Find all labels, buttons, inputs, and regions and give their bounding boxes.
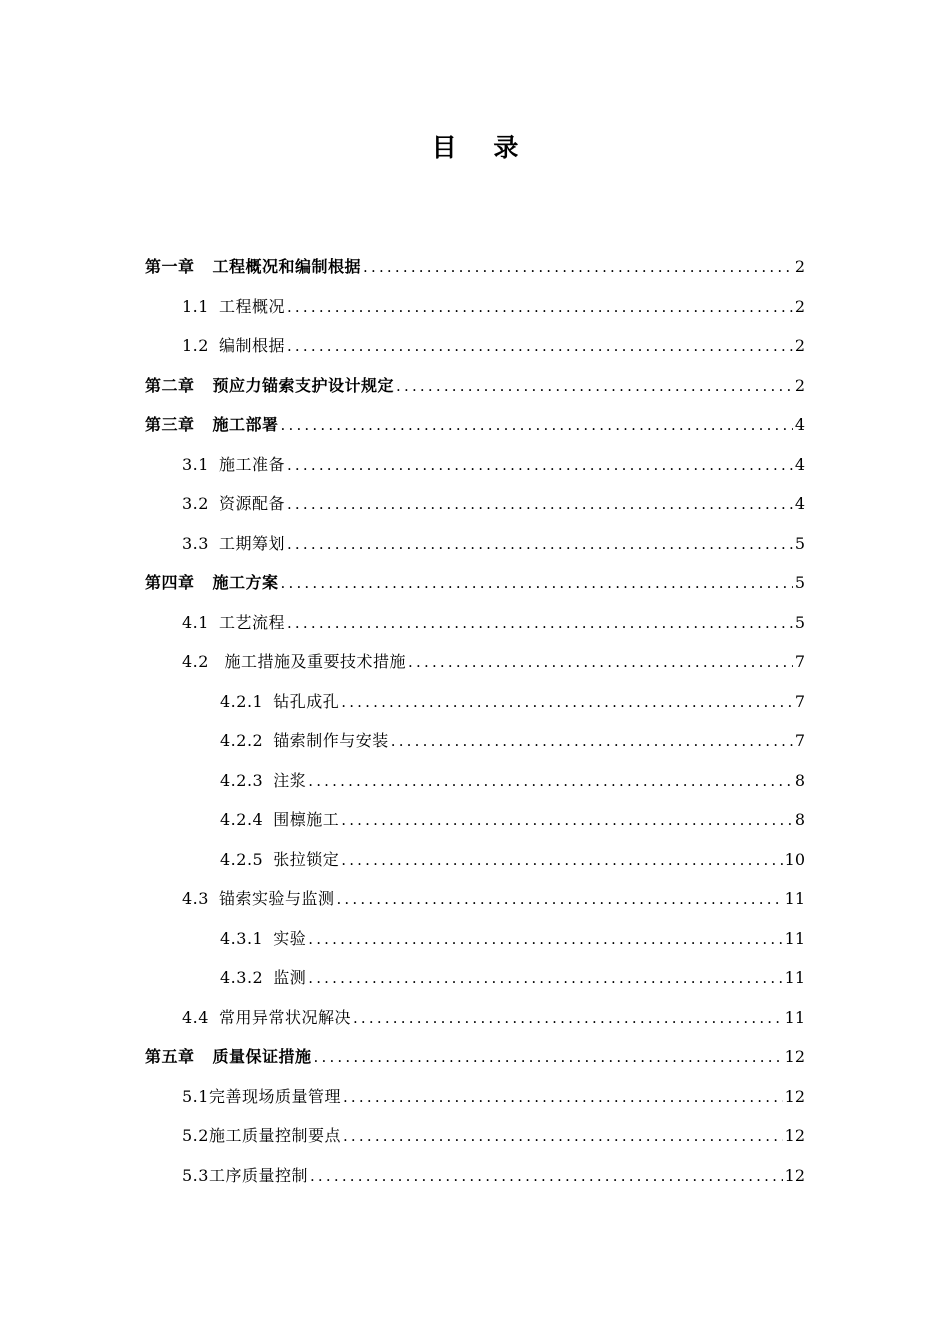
toc-entry-title: 工程概况和编制根据	[212, 257, 362, 276]
toc-entry-title: 施工质量控制要点	[208, 1126, 341, 1145]
toc-entry-number: 第三章	[145, 415, 195, 434]
toc-dot-leader	[341, 843, 782, 877]
toc-entry[interactable]	[182, 882, 805, 916]
toc-entry-number: 第五章	[145, 1047, 195, 1066]
toc-page-number: 12	[784, 1047, 805, 1066]
toc-dot-leader	[363, 250, 793, 284]
toc-entry-title: 钻孔成孔	[273, 691, 340, 711]
toc-entry-label	[145, 250, 361, 284]
page-title: 目 录	[431, 133, 533, 162]
toc-entry-label	[220, 843, 339, 877]
toc-entry-number: 3.1	[182, 454, 209, 474]
toc-entry-label	[182, 527, 285, 561]
toc-entry-title: 围檩施工	[273, 810, 340, 829]
toc-entry-label	[182, 606, 285, 640]
toc-entry-label	[220, 961, 306, 995]
toc-entry-number: 1.2	[182, 336, 209, 355]
toc-page-number: 4	[794, 494, 805, 513]
toc-page-number: 12	[784, 1165, 805, 1185]
toc-dot-leader	[287, 290, 793, 324]
toc-page-number: 8	[794, 770, 805, 790]
toc-entry-number: 5.1	[182, 1086, 209, 1106]
toc-entry[interactable]	[182, 1001, 805, 1035]
toc-entry-label	[182, 290, 285, 324]
toc-entry-number: 1.1	[182, 296, 209, 316]
toc-entry-number: 3.3	[182, 533, 209, 553]
toc-dot-leader	[314, 1040, 783, 1074]
toc-entry[interactable]	[220, 685, 805, 719]
toc-entry-title: 锚索制作与安装	[273, 731, 389, 750]
toc-dot-leader	[336, 882, 782, 916]
toc-page-number: 7	[794, 652, 805, 671]
toc-dot-leader	[287, 606, 793, 640]
toc-entry-number: 5.2	[182, 1126, 209, 1145]
toc-dot-leader	[308, 961, 782, 995]
toc-dot-leader	[281, 408, 793, 442]
toc-page-number: 5	[794, 533, 805, 553]
toc-page-number: 2	[794, 336, 805, 355]
toc-dot-leader	[341, 803, 793, 837]
toc-page-number: 7	[794, 691, 805, 711]
toc-page-number: 11	[784, 928, 805, 948]
toc-entry[interactable]	[182, 448, 805, 482]
toc-entry-label	[220, 724, 389, 758]
toc-entry[interactable]	[182, 645, 805, 679]
toc-entry[interactable]	[145, 408, 805, 442]
toc-entry-number: 4.4	[182, 1007, 209, 1027]
toc-entry[interactable]	[182, 487, 805, 521]
toc-dot-leader	[281, 566, 793, 600]
toc-entry-label	[182, 1001, 351, 1035]
toc-page-number: 4	[794, 415, 805, 434]
toc-entry[interactable]	[145, 566, 805, 600]
toc-entry-label	[145, 369, 394, 403]
toc-entry-title: 工程概况	[218, 296, 285, 316]
toc-entry[interactable]	[182, 527, 805, 561]
toc-entry[interactable]	[220, 922, 805, 956]
toc-entry-title: 施工方案	[212, 573, 279, 592]
toc-entry-label	[145, 566, 279, 600]
toc-entry-label	[182, 1159, 308, 1193]
toc-entry-title: 工艺流程	[218, 612, 285, 632]
toc-entry[interactable]	[182, 1119, 805, 1153]
toc-entry[interactable]	[220, 724, 805, 758]
toc-dot-leader	[391, 724, 793, 758]
toc-entry[interactable]	[182, 329, 805, 363]
toc-entry[interactable]	[220, 843, 805, 877]
toc-entry-number: 第一章	[145, 257, 195, 276]
toc-entry[interactable]	[145, 1040, 805, 1074]
toc-entry-label	[182, 487, 285, 521]
toc-entry-title: 张拉锁定	[273, 849, 340, 869]
toc-page-number: 12	[784, 1086, 805, 1106]
toc-entry-title: 施工措施及重要技术措施	[218, 652, 407, 671]
toc-page-number: 2	[794, 375, 805, 395]
toc-entry-title: 资源配备	[218, 494, 285, 513]
toc-entry-label	[182, 448, 285, 482]
toc-dot-leader	[310, 1159, 783, 1193]
toc-entry[interactable]	[182, 290, 805, 324]
toc-dot-leader	[287, 448, 793, 482]
toc-entry-label	[220, 922, 306, 956]
toc-page-number: 11	[784, 1007, 805, 1027]
toc-entry-label	[182, 329, 285, 363]
toc-entry-title: 完善现场质量管理	[208, 1086, 341, 1106]
toc-page-number: 7	[794, 731, 805, 750]
toc-entry-title: 工序质量控制	[208, 1165, 308, 1185]
toc-dot-leader	[343, 1119, 783, 1153]
toc-entry[interactable]	[182, 1159, 805, 1193]
toc-dot-leader	[396, 369, 793, 403]
toc-entry-title: 施工部署	[212, 415, 279, 434]
toc-page-number: 2	[794, 296, 805, 316]
toc-dot-leader	[353, 1001, 783, 1035]
toc-entry-number: 4.3.1	[220, 928, 264, 948]
toc-entry-label	[182, 1119, 341, 1153]
toc-entry-title: 工期筹划	[218, 533, 285, 553]
toc-entry-number: 4.2.1	[220, 691, 264, 711]
toc-entry-label	[220, 803, 339, 837]
toc-dot-leader	[287, 487, 793, 521]
toc-page-number: 5	[794, 573, 805, 592]
toc-dot-leader	[287, 329, 793, 363]
toc-dot-leader	[343, 1080, 783, 1114]
toc-page-number: 2	[794, 257, 805, 276]
toc-entry-label	[220, 764, 306, 798]
toc-entry-number: 第四章	[145, 573, 195, 592]
toc-entry-number: 4.2.2	[220, 731, 264, 750]
toc-entry-title: 编制根据	[218, 336, 285, 355]
toc-entry-number: 4.3.2	[220, 968, 264, 987]
toc-entry[interactable]	[182, 1080, 805, 1114]
toc-entry[interactable]	[182, 606, 805, 640]
toc-entry[interactable]	[220, 961, 805, 995]
toc-entry-label	[145, 408, 279, 442]
toc-entry-number: 4.2.3	[220, 770, 264, 790]
toc-entry-label	[145, 1040, 312, 1074]
toc-entry-title: 锚索实验与监测	[218, 889, 335, 908]
toc-page-number: 12	[784, 1126, 805, 1145]
toc-entry-title: 预应力锚索支护设计规定	[212, 375, 395, 395]
toc-entry-label	[182, 882, 334, 916]
toc-entry[interactable]	[145, 369, 805, 403]
toc-entry-title: 实验	[273, 928, 307, 948]
toc-dot-leader	[308, 764, 793, 798]
toc-dot-leader	[341, 685, 793, 719]
toc-entry-title: 注浆	[273, 770, 307, 790]
toc-dot-leader	[308, 922, 782, 956]
toc-entry-number: 第二章	[145, 375, 195, 395]
toc-entry-label	[182, 1080, 341, 1114]
toc-page-number: 10	[784, 849, 805, 869]
toc-page-number: 5	[794, 612, 805, 632]
toc-entry-number: 4.2.4	[220, 810, 264, 829]
toc-entry-number: 4.3	[182, 889, 209, 908]
toc-page-number: 4	[794, 454, 805, 474]
toc-page-number: 11	[784, 889, 805, 908]
toc-entry[interactable]	[145, 250, 805, 284]
toc-entry-title: 常用异常状况解决	[218, 1007, 351, 1027]
toc-page-number: 11	[784, 968, 805, 987]
toc-entry-label	[220, 685, 339, 719]
toc-entry-number: 4.1	[182, 612, 209, 632]
toc-dot-leader	[287, 527, 793, 561]
toc-entry[interactable]	[220, 764, 805, 798]
toc-entry-number: 3.2	[182, 494, 209, 513]
toc-entry[interactable]	[220, 803, 805, 837]
toc-entry-title: 施工准备	[218, 454, 285, 474]
toc-entry-number: 4.2	[182, 652, 209, 671]
toc-entry-title: 监测	[273, 968, 307, 987]
toc-entry-number: 5.3	[182, 1165, 209, 1185]
toc-entry-title: 质量保证措施	[212, 1047, 312, 1066]
toc-entry-label	[182, 645, 406, 679]
toc-dot-leader	[408, 645, 793, 679]
toc-page-number: 8	[794, 810, 805, 829]
toc-entry-number: 4.2.5	[220, 849, 264, 869]
